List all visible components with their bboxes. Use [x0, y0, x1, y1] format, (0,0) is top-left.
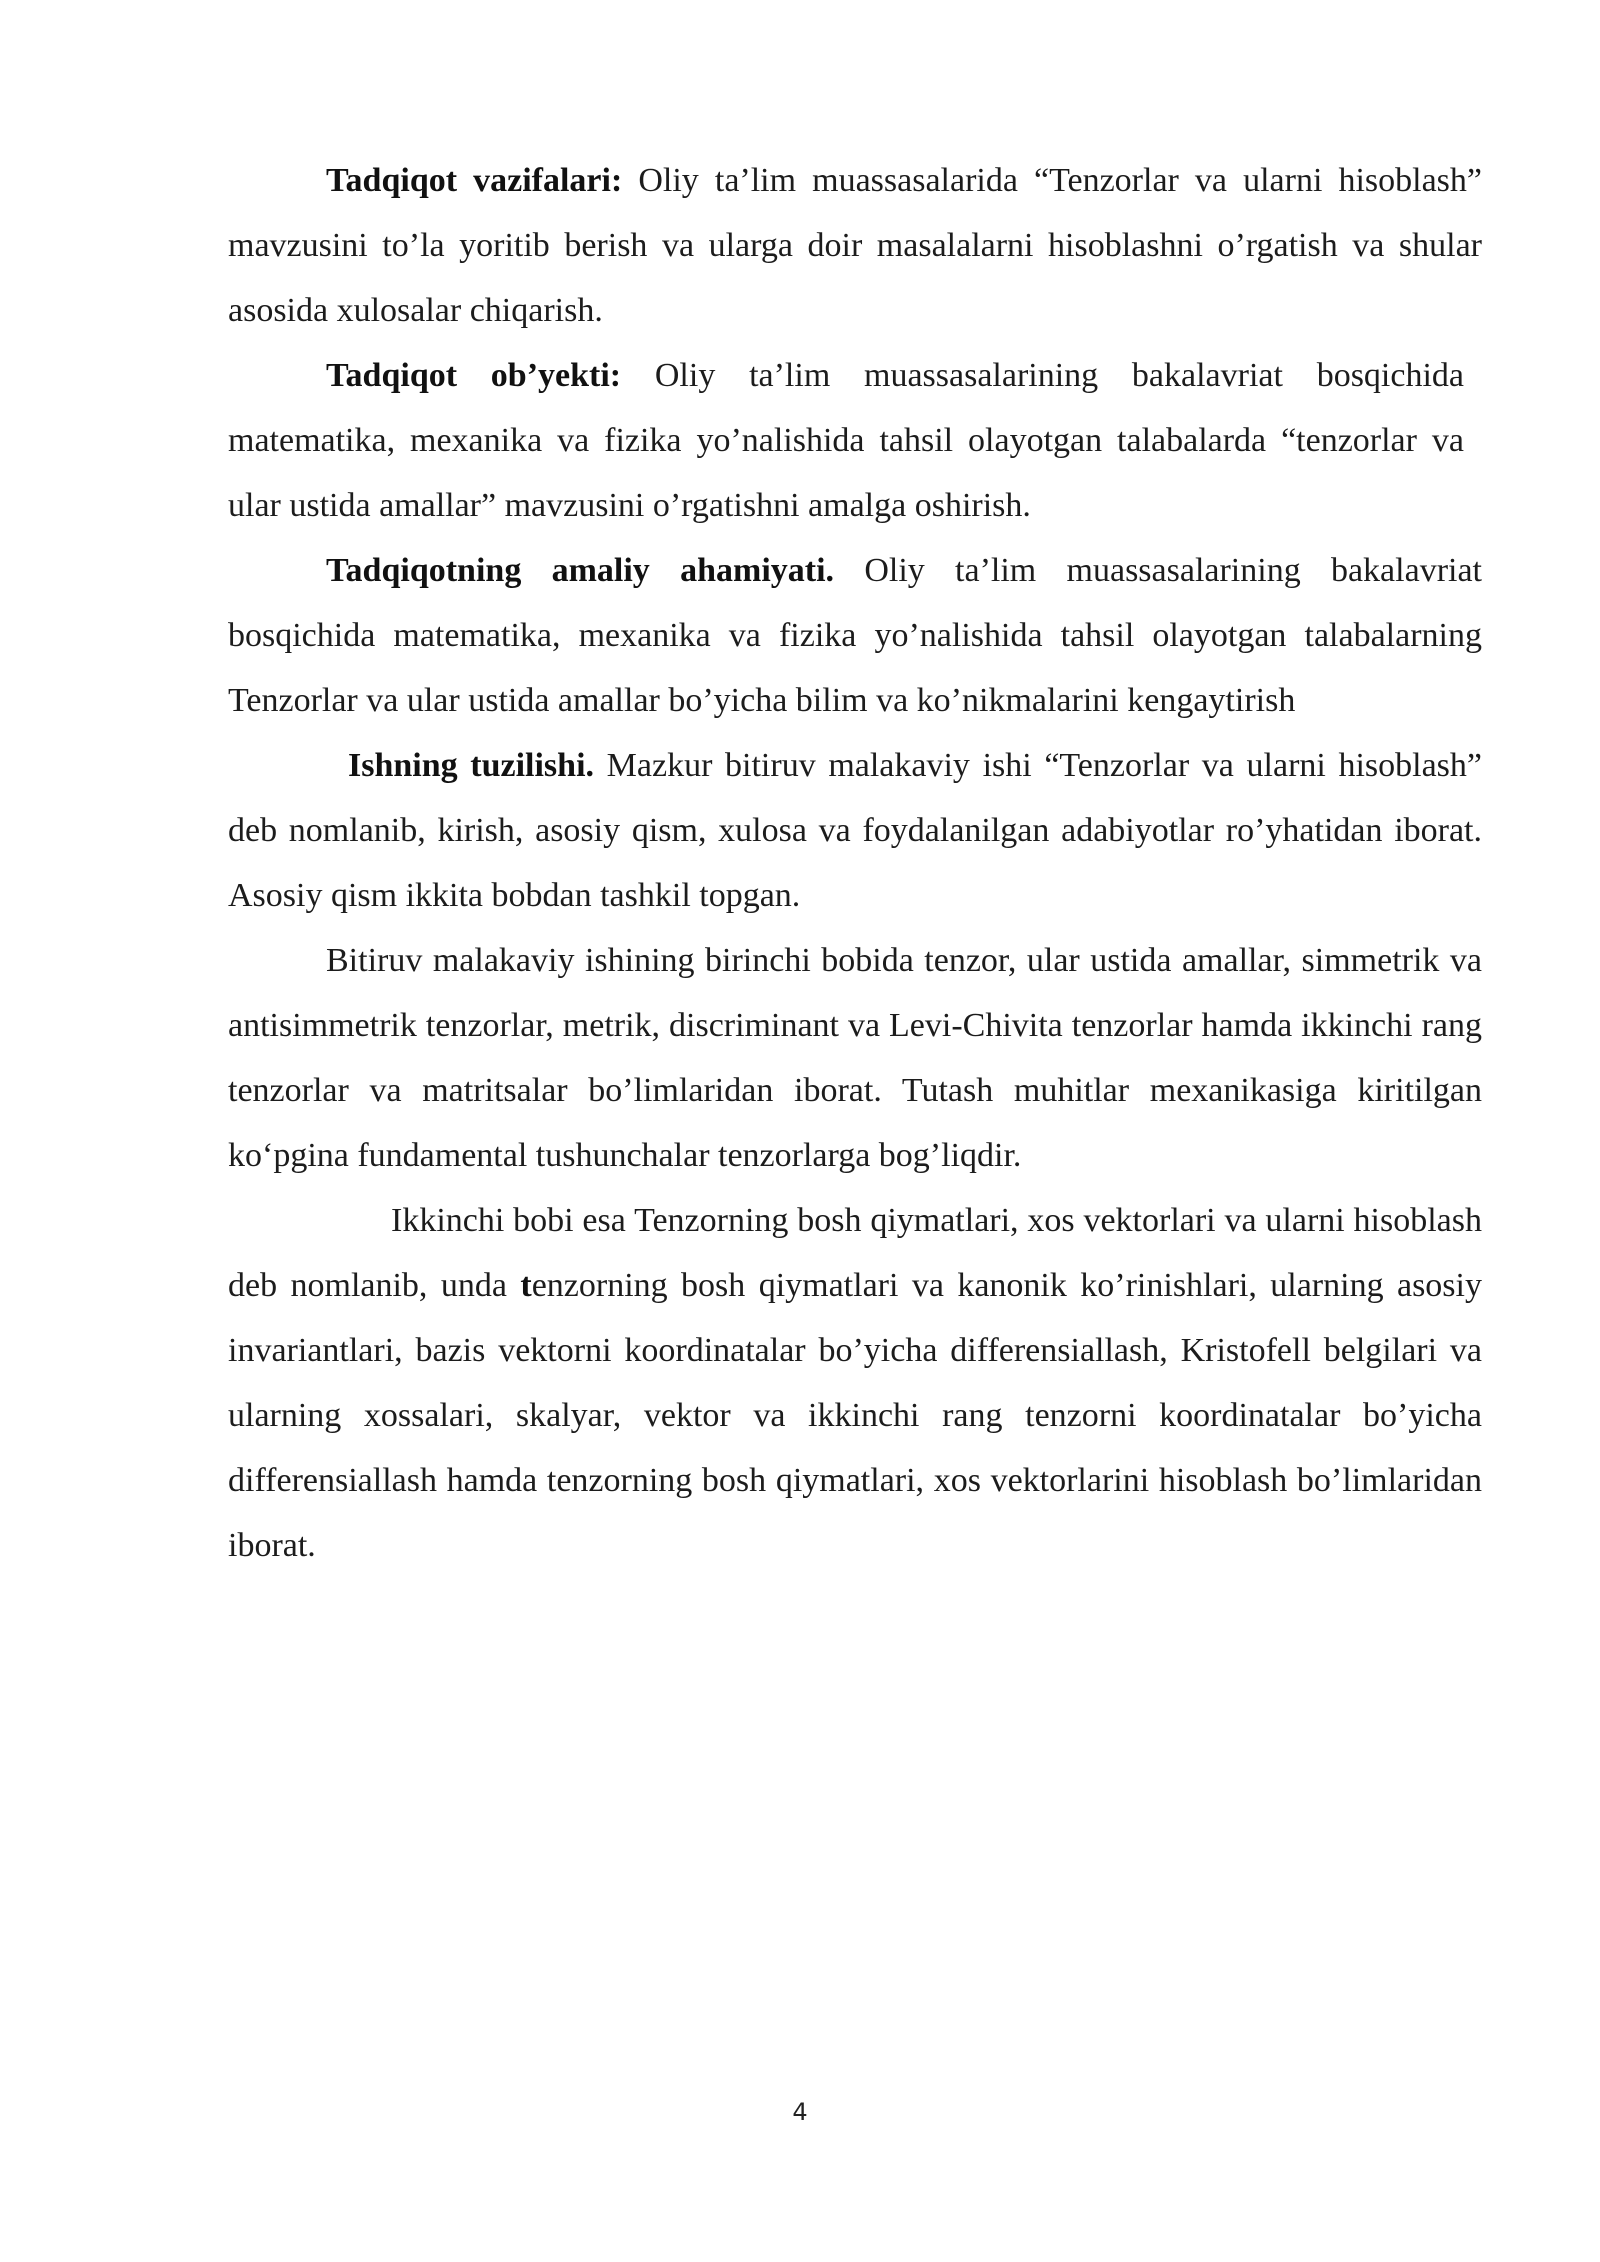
- paragraph-text: Bitiruv malakaviy ishining birinchi bobida tenzor, ular ustida amallar, simmetrik va antisimmetrik tenzorlar, metrik, discriminant va Levi-Chivita tenzorlar hamda ikkinchi rang tenzorlar va matritsalar bo’limlaridan iborat. Tutash muhitlar mexanikasiga kiritilgan ko‘pgina fundamental tushunchalar tenzorlarga bog’liqdir.: [228, 942, 1482, 1174]
- paragraph-text: Mazkur bitiruv malakaviy ishi “Tenzorlar va ularni hisoblash” deb nomlanib, kirish, asosiy qism, xulosa va foydalanilgan adabiyotlar ro’yhatidan iborat. Asosiy qism ikkita bobdan tashkil topgan.: [228, 747, 1483, 914]
- paragraph-text-continued: enzorning bosh qiymatlari va kanonik ko’rinishlari, ularning asosiy invariantlari, bazis vektorni koordinatalar bo’yicha differensiallash, Kristofell belgilari va ularning xossalari, skalyar, vektor va ikkinchi rang tenzorni koordinatalar bo’yicha differensiallash hamda tenzorning bosh qiymatlari, xos vektorlarini hisoblash bo’limlaridan iborat.: [228, 1267, 1482, 1564]
- body-text: [228, 148, 1482, 1578]
- paragraph-research-tasks: [228, 148, 1482, 343]
- page-number: 4: [792, 2098, 808, 2126]
- paragraph-research-object: [228, 343, 1464, 538]
- paragraph-heading: Tadqiqot vazifalari:: [326, 162, 623, 199]
- paragraph-text: Ikkinchi bobi esa Tenzorning bosh qiymatlari, xos vektorlari va ularni hisoblash deb nomlanib, unda: [228, 1202, 1482, 1304]
- paragraph-text: Oliy ta’lim muassasalarining bakalavriat bosqichida matematika, mexanika va fizika yo’nalishida tahsil olayotgan talabalarda “tenzorlar va ular ustida amallar” mavzusini o’rgatishni amalga oshirish.: [228, 357, 1465, 524]
- paragraph-second-chapter: [228, 1188, 1482, 1578]
- bold-letter: t: [520, 1267, 532, 1304]
- paragraph-heading: Tadqiqot ob’yekti:: [326, 357, 622, 394]
- paragraph-text: Oliy ta’lim muassasalarida “Tenzorlar va ularni hisoblash” mavzusini to’la yoritib berish va ularga doir masalalarni hisoblashni o’rgatish va shular asosida xulosalar chiqarish.: [228, 162, 1482, 329]
- paragraph-text: Oliy ta’lim muassasalarining bakalavriat bosqichida matematika, mexanika va fizika yo’nalishida tahsil olayotgan talabalarning Tenzorlar va ular ustida amallar bo’yicha bilim va ko’nikmalarini kengaytirish: [228, 552, 1482, 719]
- paragraph-work-structure: [228, 733, 1482, 928]
- paragraph-heading: Ishning tuzilishi.: [348, 747, 595, 784]
- paragraph-practical-significance: [228, 538, 1482, 733]
- paragraph-heading: Tadqiqotning amaliy ahamiyati.: [326, 552, 835, 589]
- paragraph-first-chapter: [228, 928, 1482, 1188]
